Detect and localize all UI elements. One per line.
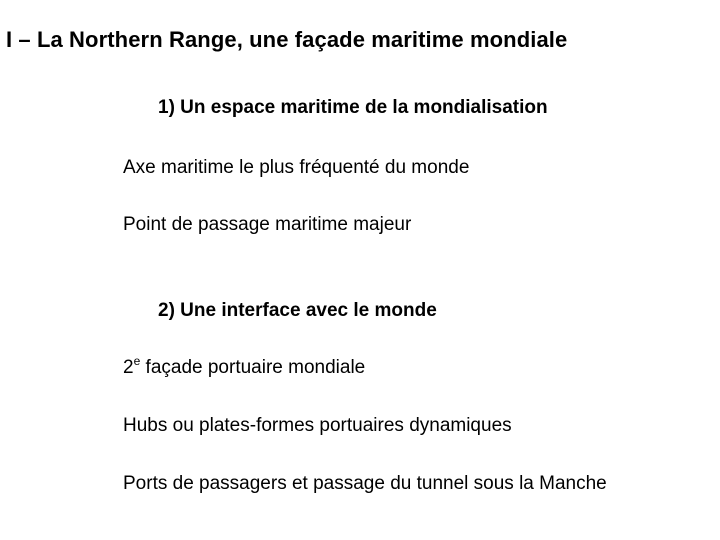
section-1-heading: 1) Un espace maritime de la mondialisation bbox=[158, 97, 548, 118]
section-1-item-1: Axe maritime le plus fréquenté du monde bbox=[123, 157, 470, 178]
section-2-item-1-text: façade portuaire mondiale bbox=[140, 357, 366, 378]
section-2-item-3: Ports de passagers et passage du tunnel sous la Manche bbox=[123, 473, 607, 494]
slide-title: I – La Northern Range, une façade maritime mondiale bbox=[6, 27, 568, 52]
ordinal-number: 2 bbox=[123, 357, 134, 378]
section-1-item-2: Point de passage maritime majeur bbox=[123, 214, 412, 235]
ordinal-suffix: e bbox=[133, 353, 141, 368]
section-2-item-2: Hubs ou plates-formes portuaires dynamiques bbox=[123, 415, 512, 436]
section-2-heading: 2) Une interface avec le monde bbox=[158, 300, 437, 321]
section-2-item-1 bbox=[123, 353, 366, 379]
